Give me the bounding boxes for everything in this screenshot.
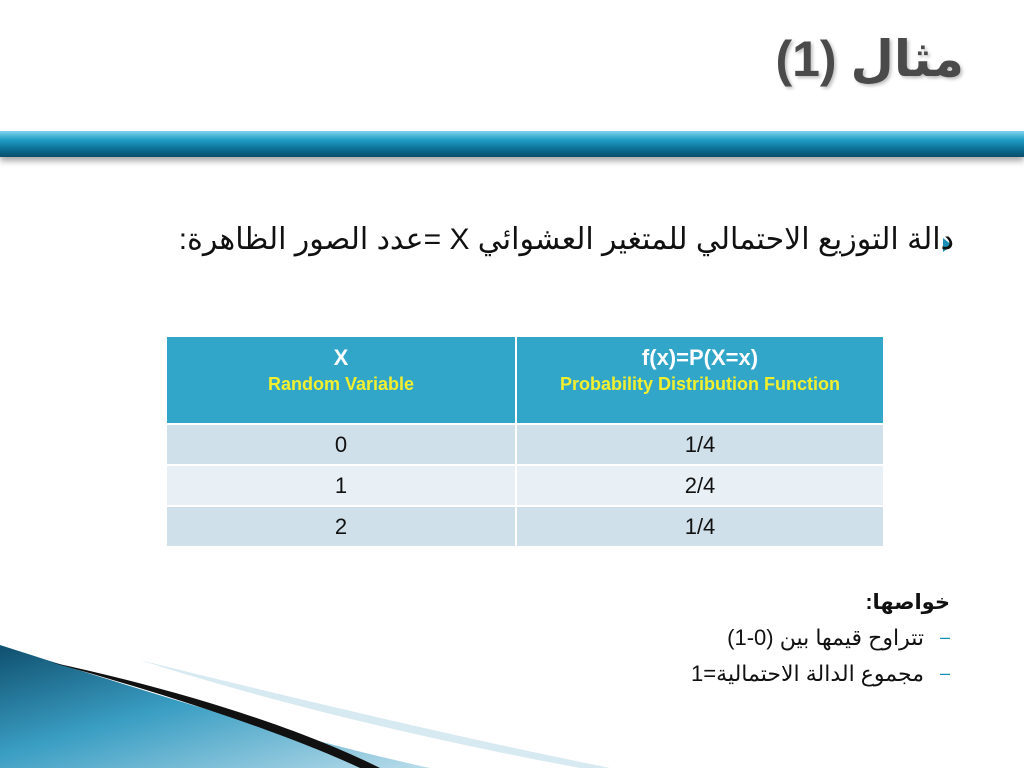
header-x-subtitle: Random Variable: [267, 374, 415, 394]
cell-x: 1: [166, 465, 516, 506]
cell-x: 2: [166, 506, 516, 547]
cell-fx: 1/4: [516, 424, 884, 465]
cell-x: 0: [166, 424, 516, 465]
header-fx: [516, 336, 884, 424]
header-fx-title: f(x)=P(X=x): [641, 345, 759, 370]
header-x-title: X: [333, 345, 349, 370]
properties-heading: خواصها:: [865, 591, 950, 614]
cell-fx: 2/4: [516, 465, 884, 506]
slide-title: مثال (1): [775, 31, 964, 87]
properties-section: [691, 590, 950, 697]
property-item: [691, 625, 950, 651]
property-item: [691, 661, 950, 687]
dash-bullet-icon: –: [939, 627, 950, 647]
table-row: [166, 506, 884, 547]
header-fx-subtitle: Probability Distribution Function: [560, 374, 840, 394]
property-text: تتراوح قيمها بين (0-1): [727, 625, 924, 650]
bullet-text: دالة التوزيع الاحتمالي للمتغير العشوائي X =عدد الصور الظاهرة:: [178, 223, 954, 256]
title-divider-bar: [0, 131, 1024, 157]
probability-distribution-table: [165, 335, 885, 548]
dash-bullet-icon: –: [939, 663, 950, 683]
table-header-row: [166, 336, 884, 424]
header-x: [166, 336, 516, 424]
table-row: [166, 465, 884, 506]
cell-fx: 1/4: [516, 506, 884, 547]
property-text: مجموع الدالة الاحتمالية=1: [691, 661, 924, 686]
table-row: [166, 424, 884, 465]
